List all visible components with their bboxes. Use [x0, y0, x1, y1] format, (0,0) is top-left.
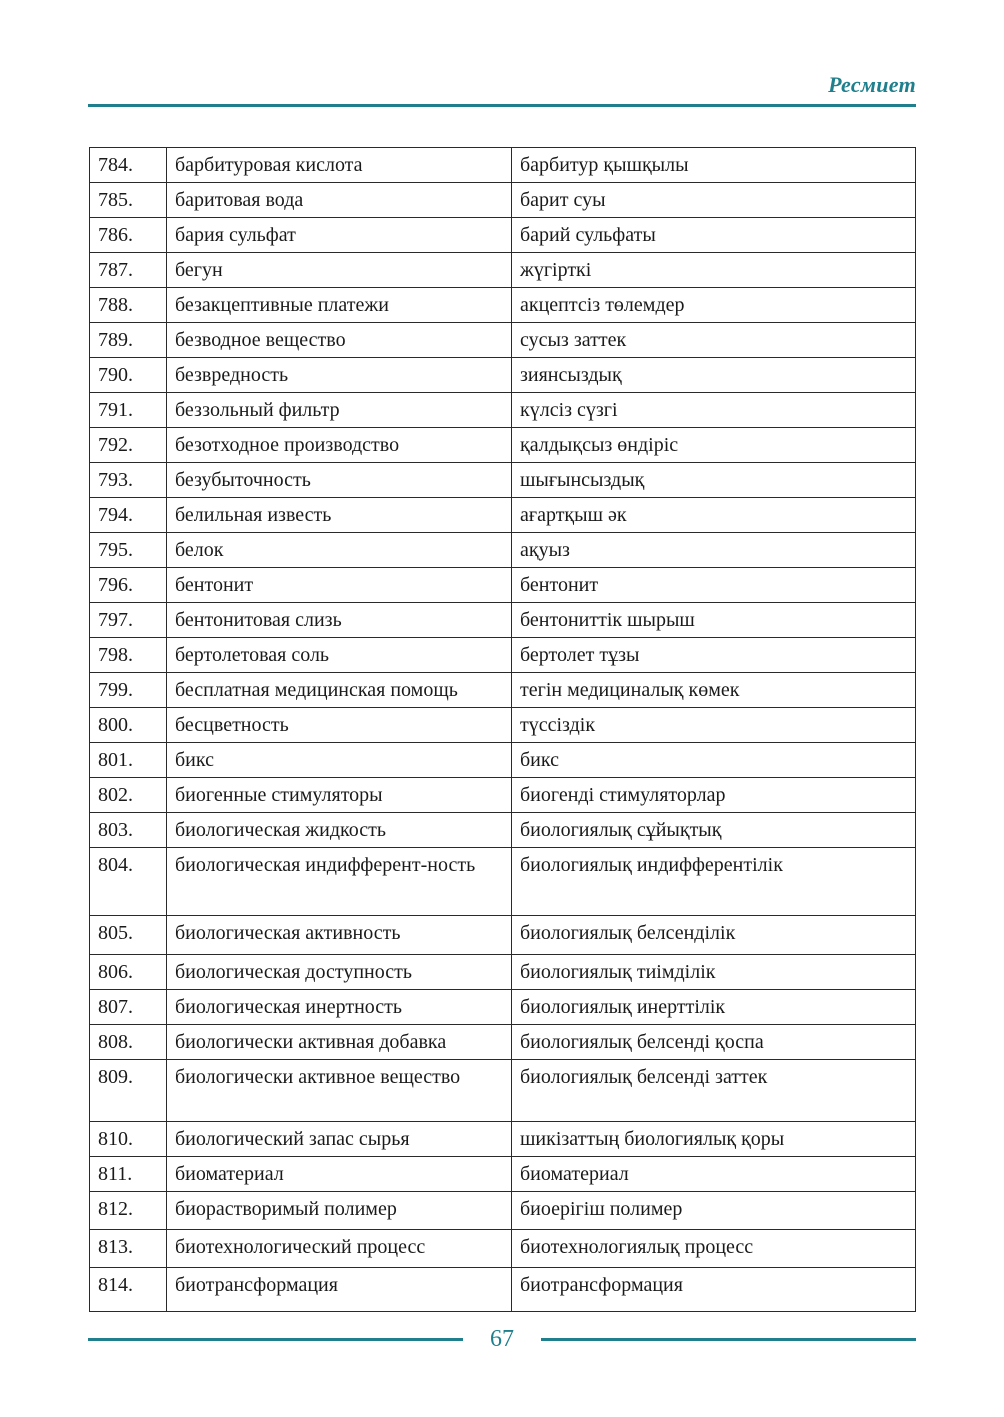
- entry-number: 808.: [90, 1025, 167, 1060]
- russian-term: безотходное производство: [167, 428, 512, 463]
- kazakh-term: жүгірткі: [512, 253, 916, 288]
- kazakh-term: тегін медициналық көмек: [512, 673, 916, 708]
- entry-number: 810.: [90, 1122, 167, 1157]
- entry-number: 804.: [90, 848, 167, 916]
- entry-number: 798.: [90, 638, 167, 673]
- kazakh-term: биогенді стимуляторлар: [512, 778, 916, 813]
- russian-term: биотрансформация: [167, 1268, 512, 1312]
- entry-number: 813.: [90, 1230, 167, 1268]
- russian-term: биологическая активность: [167, 916, 512, 955]
- entry-number: 793.: [90, 463, 167, 498]
- glossary-table: [89, 147, 916, 1312]
- table-row: [90, 955, 916, 990]
- table-row: [90, 1192, 916, 1230]
- page-number: 67: [490, 1326, 514, 1352]
- kazakh-term: күлсіз сүзгі: [512, 393, 916, 428]
- kazakh-term: акцептсіз төлемдер: [512, 288, 916, 323]
- table-row: [90, 463, 916, 498]
- russian-term: биологическая доступность: [167, 955, 512, 990]
- russian-term: биологическая инертность: [167, 990, 512, 1025]
- table-row: [90, 708, 916, 743]
- table-row: [90, 1268, 916, 1312]
- table-row: [90, 393, 916, 428]
- kazakh-term: түссіздік: [512, 708, 916, 743]
- russian-term: биотехнологический процесс: [167, 1230, 512, 1268]
- table-row: [90, 813, 916, 848]
- table-row: [90, 743, 916, 778]
- table-row: [90, 778, 916, 813]
- kazakh-term: биологиялық белсенді қоспа: [512, 1025, 916, 1060]
- russian-term: беззольный фильтр: [167, 393, 512, 428]
- table-row: [90, 533, 916, 568]
- russian-term: бегун: [167, 253, 512, 288]
- russian-term: биорастворимый полимер: [167, 1192, 512, 1230]
- glossary-table-body: [90, 148, 916, 1312]
- kazakh-term: қалдықсыз өндіріс: [512, 428, 916, 463]
- russian-term: белильная известь: [167, 498, 512, 533]
- russian-term: бертолетовая соль: [167, 638, 512, 673]
- table-row: [90, 603, 916, 638]
- kazakh-term: биологиялық индифферентілік: [512, 848, 916, 916]
- kazakh-term: биоматериал: [512, 1157, 916, 1192]
- entry-number: 785.: [90, 183, 167, 218]
- kazakh-term: барбитур қышқылы: [512, 148, 916, 183]
- kazakh-term: ағартқыш әк: [512, 498, 916, 533]
- kazakh-term: биологиялық белсенділік: [512, 916, 916, 955]
- russian-term: безвредность: [167, 358, 512, 393]
- entry-number: 787.: [90, 253, 167, 288]
- entry-number: 796.: [90, 568, 167, 603]
- kazakh-term: биотрансформация: [512, 1268, 916, 1312]
- kazakh-term: биоерігіш полимер: [512, 1192, 916, 1230]
- kazakh-term: биологиялық сұйықтық: [512, 813, 916, 848]
- entry-number: 814.: [90, 1268, 167, 1312]
- russian-term: биологический запас сырья: [167, 1122, 512, 1157]
- entry-number: 790.: [90, 358, 167, 393]
- table-row: [90, 1157, 916, 1192]
- entry-number: 784.: [90, 148, 167, 183]
- kazakh-term: сусыз заттек: [512, 323, 916, 358]
- table-row: [90, 1060, 916, 1122]
- table-row: [90, 498, 916, 533]
- kazakh-term: биологиялық белсенді заттек: [512, 1060, 916, 1122]
- kazakh-term: шикізаттың биологиялық қоры: [512, 1122, 916, 1157]
- kazakh-term: биологиялық тиімділік: [512, 955, 916, 990]
- russian-term: баритовая вода: [167, 183, 512, 218]
- russian-term: бесцветность: [167, 708, 512, 743]
- footer-divider-right: [541, 1338, 916, 1341]
- kazakh-term: барий сульфаты: [512, 218, 916, 253]
- table-row: [90, 253, 916, 288]
- russian-term: безакцептивные платежи: [167, 288, 512, 323]
- entry-number: 802.: [90, 778, 167, 813]
- table-row: [90, 990, 916, 1025]
- table-row: [90, 428, 916, 463]
- kazakh-term: бертолет тұзы: [512, 638, 916, 673]
- russian-term: бесплатная медицинская помощь: [167, 673, 512, 708]
- kazakh-term: барит суы: [512, 183, 916, 218]
- table-row: [90, 358, 916, 393]
- kazakh-term: биологиялық инерттілік: [512, 990, 916, 1025]
- table-row: [90, 288, 916, 323]
- russian-term: бентонитовая слизь: [167, 603, 512, 638]
- kazakh-term: биотехнологиялық процесс: [512, 1230, 916, 1268]
- table-row: [90, 673, 916, 708]
- table-row: [90, 218, 916, 253]
- russian-term: барбитуровая кислота: [167, 148, 512, 183]
- russian-term: биоматериал: [167, 1157, 512, 1192]
- russian-term: биологическая индифферент-ность: [167, 848, 512, 916]
- page-header-title: Ресмиет: [828, 72, 916, 97]
- russian-term: биологически активная добавка: [167, 1025, 512, 1060]
- entry-number: 791.: [90, 393, 167, 428]
- table-row: [90, 183, 916, 218]
- russian-term: бентонит: [167, 568, 512, 603]
- russian-term: безводное вещество: [167, 323, 512, 358]
- russian-term: биогенные стимуляторы: [167, 778, 512, 813]
- table-row: [90, 148, 916, 183]
- kazakh-term: бентониттік шырыш: [512, 603, 916, 638]
- entry-number: 792.: [90, 428, 167, 463]
- russian-term: белок: [167, 533, 512, 568]
- table-row: [90, 1025, 916, 1060]
- entry-number: 812.: [90, 1192, 167, 1230]
- header-divider: [88, 104, 916, 107]
- entry-number: 801.: [90, 743, 167, 778]
- entry-number: 789.: [90, 323, 167, 358]
- table-row: [90, 1230, 916, 1268]
- entry-number: 788.: [90, 288, 167, 323]
- entry-number: 799.: [90, 673, 167, 708]
- russian-term: безубыточность: [167, 463, 512, 498]
- table-row: [90, 1122, 916, 1157]
- entry-number: 794.: [90, 498, 167, 533]
- entry-number: 786.: [90, 218, 167, 253]
- kazakh-term: бентонит: [512, 568, 916, 603]
- russian-term: биологически активное вещество: [167, 1060, 512, 1122]
- russian-term: биологическая жидкость: [167, 813, 512, 848]
- entry-number: 803.: [90, 813, 167, 848]
- table-row: [90, 916, 916, 955]
- russian-term: бикс: [167, 743, 512, 778]
- entry-number: 807.: [90, 990, 167, 1025]
- russian-term: бария сульфат: [167, 218, 512, 253]
- entry-number: 811.: [90, 1157, 167, 1192]
- kazakh-term: бикс: [512, 743, 916, 778]
- entry-number: 805.: [90, 916, 167, 955]
- footer-divider-left: [88, 1338, 463, 1341]
- entry-number: 806.: [90, 955, 167, 990]
- table-row: [90, 323, 916, 358]
- table-row: [90, 568, 916, 603]
- entry-number: 800.: [90, 708, 167, 743]
- table-row: [90, 638, 916, 673]
- entry-number: 809.: [90, 1060, 167, 1122]
- entry-number: 797.: [90, 603, 167, 638]
- table-row: [90, 848, 916, 916]
- entry-number: 795.: [90, 533, 167, 568]
- kazakh-term: ақуыз: [512, 533, 916, 568]
- kazakh-term: зиянсыздық: [512, 358, 916, 393]
- kazakh-term: шығынсыздық: [512, 463, 916, 498]
